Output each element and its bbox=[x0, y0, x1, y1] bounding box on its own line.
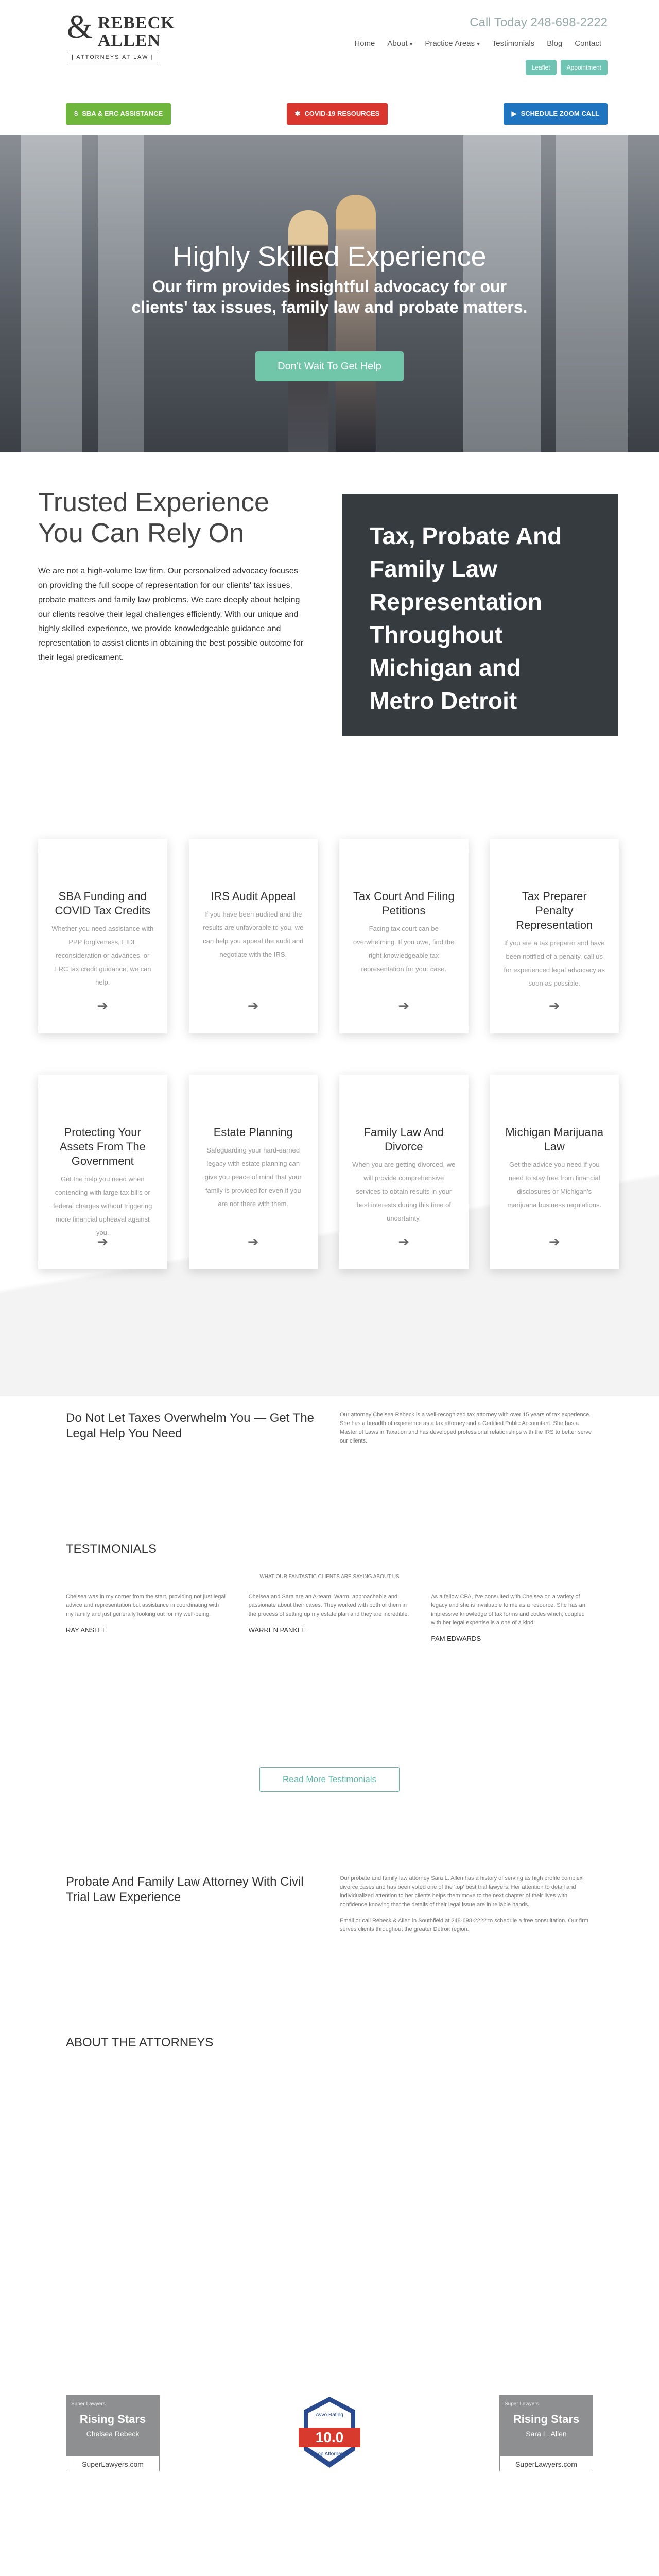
card-tax-preparer[interactable] bbox=[490, 839, 619, 1033]
avvo-badge-graphic bbox=[278, 2395, 381, 2472]
trusted-body: We are not a high-volume law firm. Our personalized advocacy focuses on providing the full scope of representation for our clients' tax issues, probate matters and family law problems. We care deeply about helping our clients resolve their legal challenges efficiently. With our unique and highly skilled experience, we provide knowledgeable guidance and representation to assist clients in obtaining the best possible outcome for their legal predicament. bbox=[38, 567, 303, 662]
site-logo[interactable] bbox=[67, 8, 185, 63]
representation-title: Tax, Probate And Family Law Representation Throughout Michigan and Metro Detroit bbox=[370, 522, 562, 714]
super-lawyers-badge bbox=[499, 2395, 593, 2471]
covid-label: COVID-19 RESOURCES bbox=[304, 110, 380, 117]
logo-names bbox=[98, 14, 175, 49]
avvo-score: 10.0 bbox=[315, 2429, 344, 2445]
hero-title: Highly Skilled Experience bbox=[172, 241, 487, 272]
hero-window bbox=[21, 135, 82, 452]
card-title: IRS Audit Appeal bbox=[211, 890, 296, 903]
avvo-kicker: Avvo Rating bbox=[316, 2412, 343, 2418]
nav-blog[interactable]: Blog bbox=[547, 39, 563, 48]
probate-text: Our probate and family law attorney Sara L. Allen has a history of serving as high profile complex divorce cases and has been voted one of the 'top' best trial lawyers. Her attention to detail and individualized attention to her clients helps them move to the next chapter of their lives with confidence knowing that the details of their legal issue are in reliable hands. bbox=[340, 1875, 583, 1908]
badge-attorney-name: Sara L. Allen bbox=[526, 2430, 567, 2438]
get-help-button[interactable]: Don't Wait To Get Help bbox=[255, 351, 404, 381]
card-text: Facing tax court can be overwhelming. If you owe, find the right knowledgeable tax representation for your case. bbox=[353, 925, 455, 973]
testimonials-title: TESTIMONIALS bbox=[66, 1542, 157, 1556]
representation-box bbox=[342, 494, 618, 736]
chevron-down-icon: ▾ bbox=[477, 41, 480, 47]
dollar-icon: $ bbox=[74, 110, 78, 117]
appointment-button[interactable]: Appointment bbox=[561, 60, 608, 75]
testimonials-section bbox=[66, 1541, 593, 1644]
call-today-link[interactable]: Call Today 248-698-2222 bbox=[470, 15, 608, 29]
about-section bbox=[66, 2035, 593, 2050]
badge-rising-stars: Rising Stars bbox=[513, 2413, 580, 2426]
leaflet-button[interactable]: Leaflet bbox=[526, 60, 557, 75]
trusted-section bbox=[38, 487, 306, 665]
nav-contact[interactable]: Contact bbox=[575, 39, 601, 48]
card-text: Get the help you need when contending with large tax bills or federal charges without triggering more financial upheaval against you. bbox=[53, 1175, 152, 1236]
testimonial bbox=[66, 1592, 228, 1644]
attorney-figure bbox=[336, 195, 376, 452]
testimonials-list bbox=[66, 1592, 593, 1644]
nav-home[interactable]: Home bbox=[354, 39, 375, 48]
badge-attorney-name: Chelsea Rebeck bbox=[86, 2430, 140, 2438]
avvo-bottom: Top Attorney bbox=[315, 2451, 344, 2457]
card-text: If you have been audited and the results are unfavorable to you, we can help you appeal the audit and negotiate with the IRS. bbox=[203, 910, 304, 958]
card-marijuana-law[interactable] bbox=[490, 1075, 619, 1269]
badge-kicker: Super Lawyers bbox=[505, 2401, 539, 2407]
testimonial-author: PAM EDWARDS bbox=[431, 1635, 481, 1642]
logo-name-1: REBECK bbox=[98, 13, 175, 32]
card-sba-funding[interactable] bbox=[38, 839, 167, 1033]
nav-about-label: About bbox=[387, 39, 408, 48]
avvo-rating-badge bbox=[278, 2395, 381, 2472]
testimonial bbox=[431, 1592, 593, 1644]
arrow-right-icon: ➔ bbox=[247, 998, 259, 1013]
nav-testimonials[interactable]: Testimonials bbox=[492, 39, 535, 48]
taxes-section bbox=[66, 1411, 593, 1446]
nav-about[interactable] bbox=[381, 38, 419, 50]
schedule-zoom-button[interactable] bbox=[504, 103, 608, 125]
main-nav bbox=[348, 38, 608, 50]
about-title: ABOUT THE ATTORNEYS bbox=[66, 2036, 214, 2049]
card-title: Tax Court And Filing Petitions bbox=[353, 890, 455, 917]
testimonials-kicker: WHAT OUR FANTASTIC CLIENTS ARE SAYING ABOUT US bbox=[259, 1574, 400, 1580]
card-protecting-assets[interactable] bbox=[38, 1075, 167, 1269]
badge-rising-stars: Rising Stars bbox=[79, 2413, 146, 2426]
sba-erc-button[interactable] bbox=[66, 103, 171, 125]
testimonial-text: As a fellow CPA, I've consulted with Chelsea on a variety of legacy and she is invaluable to me as a resource. She has an impressive knowledge of tax forms and codes which, coupled with her legal expertise is a one of a kind! bbox=[431, 1594, 585, 1626]
awards-row bbox=[66, 2395, 593, 2472]
arrow-right-icon: ➔ bbox=[247, 1234, 259, 1249]
card-irs-audit[interactable] bbox=[189, 839, 318, 1033]
card-title: Tax Preparer Penalty Representation bbox=[516, 890, 593, 931]
logo-tagline: | ATTORNEYS AT LAW | bbox=[67, 52, 158, 63]
logo-name-2: ALLEN bbox=[98, 31, 161, 50]
site-header bbox=[0, 0, 659, 98]
arrow-right-icon: ➔ bbox=[548, 998, 560, 1013]
zoom-label: SCHEDULE ZOOM CALL bbox=[521, 110, 599, 117]
chevron-down-icon: ▾ bbox=[409, 41, 413, 47]
arrow-right-icon: ➔ bbox=[97, 998, 109, 1013]
card-title: SBA Funding and COVID Tax Credits bbox=[55, 890, 150, 917]
card-title: Michigan Marijuana Law bbox=[505, 1126, 604, 1153]
card-text: Safeguarding your hard-earned legacy with estate planning can give you peace of mind that your family is provided for even if you are not there with them. bbox=[204, 1146, 302, 1208]
super-lawyers-badge bbox=[66, 2395, 160, 2471]
practice-cards-row-2 bbox=[38, 1075, 619, 1269]
testimonial-text: Chelsea was in my corner from the start, providing not just legal advice and representation but assistance in coordinating with my family and just generally looking out for my well-being. bbox=[66, 1594, 226, 1617]
sba-erc-label: SBA & ERC ASSISTANCE bbox=[82, 110, 163, 117]
virus-icon: ✱ bbox=[294, 110, 301, 117]
hero-subtitle: Our firm provides insightful advocacy for our clients' tax issues, family law and probate matters. bbox=[131, 277, 528, 316]
card-text: If you are a tax preparer and have been notified of a penalty, call us for experienced legal advocacy as soon as possible. bbox=[504, 939, 605, 987]
card-family-law[interactable] bbox=[339, 1075, 469, 1269]
testimonial bbox=[249, 1592, 411, 1644]
hero-window bbox=[556, 135, 628, 452]
card-title: Estate Planning bbox=[213, 1126, 293, 1139]
testimonial-author: WARREN PANKEL bbox=[248, 1626, 306, 1634]
card-title: Family Law And Divorce bbox=[363, 1126, 444, 1153]
practice-cards-row-1 bbox=[38, 839, 619, 1033]
card-tax-court[interactable] bbox=[339, 839, 469, 1033]
taxes-text: Our attorney Chelsea Rebeck is a well-recognized tax attorney with over 15 years of tax experience. She has a breadth of experience as a tax attorney and a Certified Public Accountant. She has a Master of Laws in Taxation and has developed professional relationships with the IRS to better serve our clients. bbox=[340, 1412, 592, 1444]
video-icon: ▶ bbox=[511, 110, 517, 117]
card-title: Protecting Your Assets From The Government bbox=[59, 1126, 146, 1167]
read-more-testimonials-button[interactable]: Read More Testimonials bbox=[259, 1767, 400, 1792]
card-text: Get the advice you need if you need to stay free from financial disclosures or Michigan's marijuana business regulations. bbox=[507, 1161, 602, 1209]
arrow-right-icon: ➔ bbox=[398, 998, 410, 1013]
testimonial-text: Chelsea and Sara are an A-team! Warm, approachable and passionate about their cases. They worked with both of them in the process of setting up my estate plan and they are incredible. bbox=[248, 1594, 409, 1617]
badge-kicker: Super Lawyers bbox=[71, 2401, 106, 2407]
logo-ampersand: & bbox=[67, 8, 93, 45]
trusted-title: Trusted Experience You Can Rely On bbox=[38, 487, 269, 548]
probate-contact-text: Email or call Rebeck & Allen in Southfield at 248-698-2222 to schedule a free consultation. Our firm serves clients throughout the greater Detroit region. bbox=[340, 1918, 589, 1933]
probate-section bbox=[66, 1874, 593, 1934]
testimonial-author: RAY ANSLEE bbox=[66, 1626, 107, 1634]
probate-title: Probate And Family Law Attorney With Civil Trial Law Experience bbox=[66, 1875, 304, 1904]
card-text: Whether you need assistance with PPP forgiveness, EIDL reconsideration or advances, or ERC tax credit guidance, we can help. bbox=[51, 925, 154, 986]
header-pills bbox=[526, 60, 608, 75]
covid-resources-button[interactable] bbox=[287, 103, 388, 125]
nav-practice-areas[interactable] bbox=[419, 38, 485, 50]
hero-banner bbox=[0, 135, 659, 452]
badge-site: SuperLawyers.com bbox=[499, 2456, 593, 2471]
nav-practice-label: Practice Areas bbox=[425, 39, 475, 48]
badge-site: SuperLawyers.com bbox=[66, 2456, 160, 2471]
arrow-right-icon: ➔ bbox=[398, 1234, 410, 1249]
quick-actions bbox=[66, 103, 608, 125]
arrow-right-icon: ➔ bbox=[97, 1234, 109, 1249]
arrow-right-icon: ➔ bbox=[548, 1234, 560, 1249]
card-text: When you are getting divorced, we will provide comprehensive services to obtain results in your best interests during this time of uncertainty. bbox=[352, 1161, 456, 1222]
card-estate-planning[interactable] bbox=[189, 1075, 318, 1269]
taxes-title: Do Not Let Taxes Overwhelm You — Get The Legal Help You Need bbox=[66, 1411, 315, 1440]
